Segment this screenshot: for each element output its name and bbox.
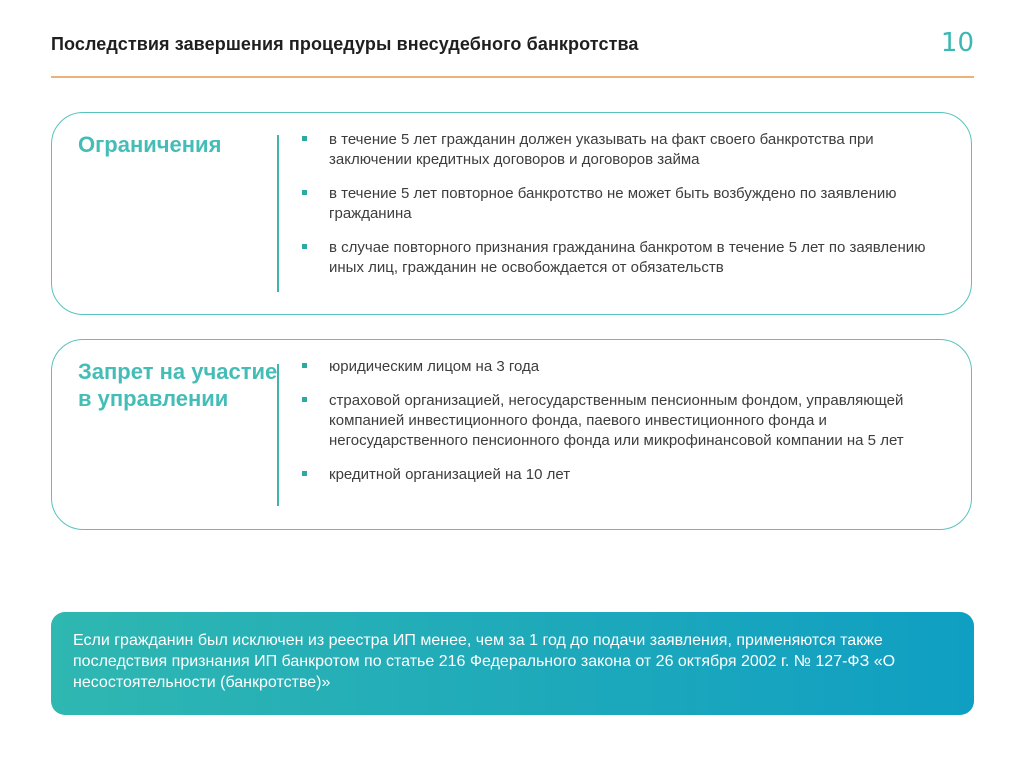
list-item [302,357,952,377]
list-item-text: кредитной организацией на 10 лет [329,466,571,483]
square-bullet-icon [302,136,307,141]
list-item [302,130,952,170]
list-item-text: в случае повторного признания гражданина банкротом в течение 5 лет по заявлению иных лиц, гражданин не освобождается от обязательств [329,239,926,276]
square-bullet-icon [302,397,307,402]
list-item-text: юридическим лицом на 3 года [329,358,540,375]
list-item [302,184,952,224]
square-bullet-icon [302,190,307,195]
management-ban-heading: Запрет на участие в управлении [78,359,278,411]
list-item-text: в течение 5 лет гражданин должен указывать на факт своего банкротства при заключении кредитных договоров и договоров займа [329,131,874,168]
square-bullet-icon [302,471,307,476]
restrictions-heading: Ограничения [78,132,222,157]
management-ban-list [302,357,952,499]
list-item-text: в течение 5 лет повторное банкротство не может быть возбуждено по заявлению гражданина [329,185,897,222]
restrictions-card [51,112,972,315]
page-title: Последствия завершения процедуры внесудебного банкротства [51,34,639,54]
square-bullet-icon [302,363,307,368]
card-separator-line [277,135,279,292]
list-item [302,465,952,485]
restrictions-list [302,130,952,292]
info-note-banner [51,612,974,715]
management-ban-card [51,339,972,530]
card-separator-line [277,364,279,506]
list-item-text: страховой организацией, негосударственным пенсионным фондом, управляющей компанией инвестиционного фонда, паевого инвестиционного фонда и негосударственного пенсионного фонда или микрофинансовой компании на 5 лет [329,392,904,449]
info-note-text: Если гражданин был исключен из реестра ИП менее, чем за 1 год до подачи заявления, применяются также последствия признания ИП банкротом по статье 216 Федерального закона от 26 октября 2002 г. № 127-ФЗ «О несостоятельности (банкротстве)» [73,632,896,691]
square-bullet-icon [302,244,307,249]
header-divider [51,76,974,78]
list-item [302,391,952,451]
page-number: 10 [940,28,974,58]
list-item [302,238,952,278]
